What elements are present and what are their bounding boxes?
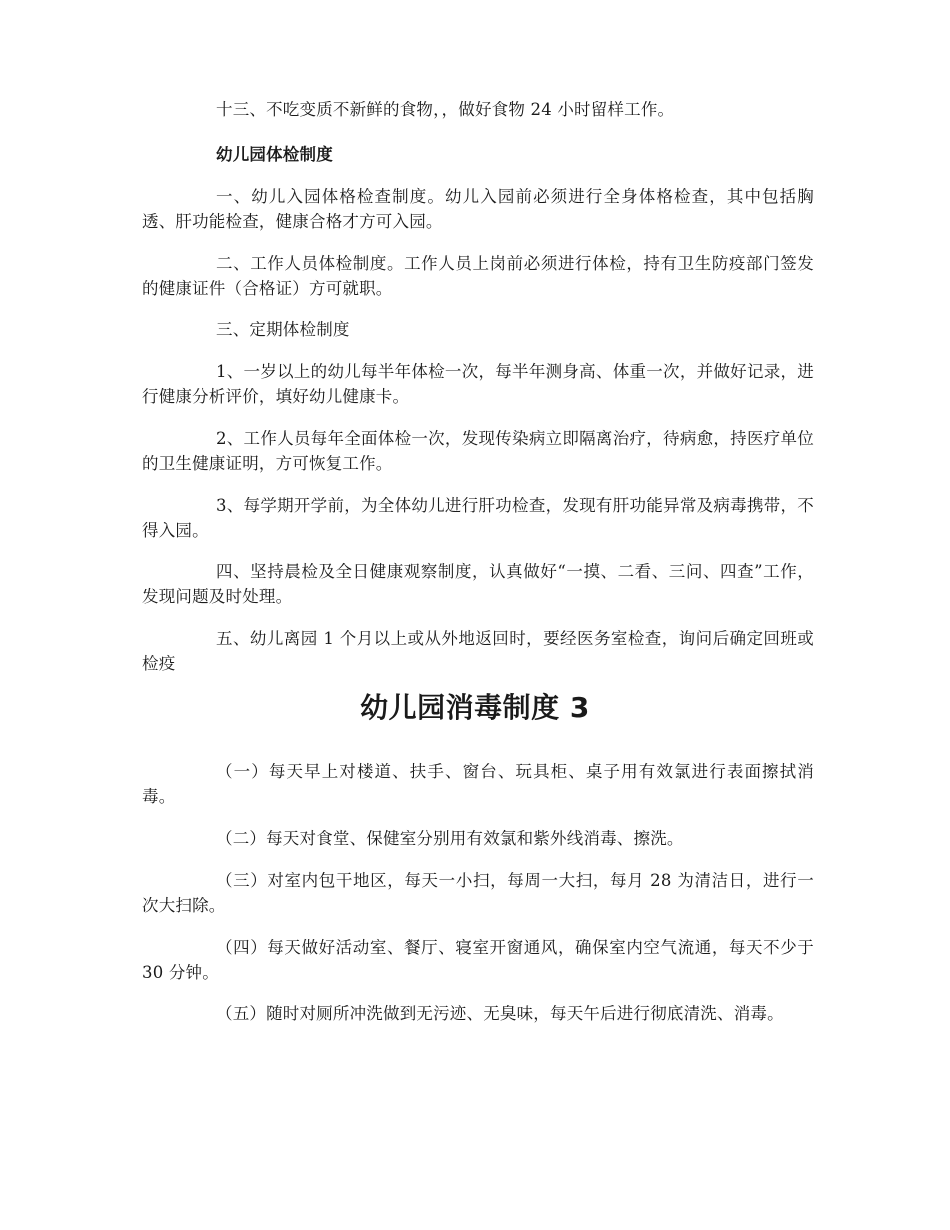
paragraph-disinfection-1: （一）每天早上对楼道、扶手、窗台、玩具柜、桌子用有效氯进行表面擦拭消毒。: [142, 762, 814, 806]
paragraph-disinfection-4: （四）每天做好活动室、餐厅、寝室开窗通风，确保室内空气流通，每天不少于 30 分钟。: [142, 938, 814, 982]
paragraph-child-half-year-check: 1、一岁以上的幼儿每半年体检一次，每半年测身高、体重一次，并做好记录，进行健康分析评价，填好幼儿健康卡。: [142, 362, 814, 406]
paragraph-disinfection-2: （二）每天对食堂、保健室分别用有效氯和紫外线消毒、擦洗。: [216, 829, 684, 848]
paragraph-regular-check: 三、定期体检制度: [216, 320, 350, 339]
paragraph-liver-check: 3、每学期开学前，为全体幼儿进行肝功检查，发现有肝功能异常及病毒携带，不得入园。: [142, 496, 814, 540]
paragraph-morning-check: 四、坚持晨检及全日健康观察制度，认真做好“一摸、二看、三问、四查”工作，发现问题及时处理。: [142, 562, 814, 606]
section-subheading-health-check: 幼儿园体检制度: [216, 145, 333, 164]
paragraph-disinfection-3: （三）对室内包干地区，每天一小扫，每周一大扫，每月 28 为清洁日，进行一次大扫除。: [142, 871, 814, 915]
section-heading-disinfection: 幼儿园消毒制度 3: [360, 691, 590, 724]
paragraph-return-check: 五、幼儿离园 1 个月以上或从外地返回时，要经医务室检查，询问后确定回班或检疫: [142, 629, 814, 673]
paragraph-staff-annual-check: 2、工作人员每年全面体检一次，发现传染病立即隔离治疗，待病愈，持医疗单位的卫生健康证明，方可恢复工作。: [142, 429, 814, 473]
paragraph-child-entry-check: 一、幼儿入园体格检查制度。幼儿入园前必须进行全身体格检查，其中包括胸透、肝功能检查，健康合格才方可入园。: [142, 187, 814, 231]
paragraph-food-sample: 十三、不吃变质不新鲜的食物，，做好食物 24 小时留样工作。: [216, 100, 675, 119]
paragraph-staff-check: 二、工作人员体检制度。工作人员上岗前必须进行体检，持有卫生防疫部门签发的健康证件（合格证）方可就职。: [142, 254, 814, 298]
paragraph-disinfection-5: （五）随时对厕所冲洗做到无污迹、无臭味，每天午后进行彻底清洗、消毒。: [216, 1004, 784, 1023]
